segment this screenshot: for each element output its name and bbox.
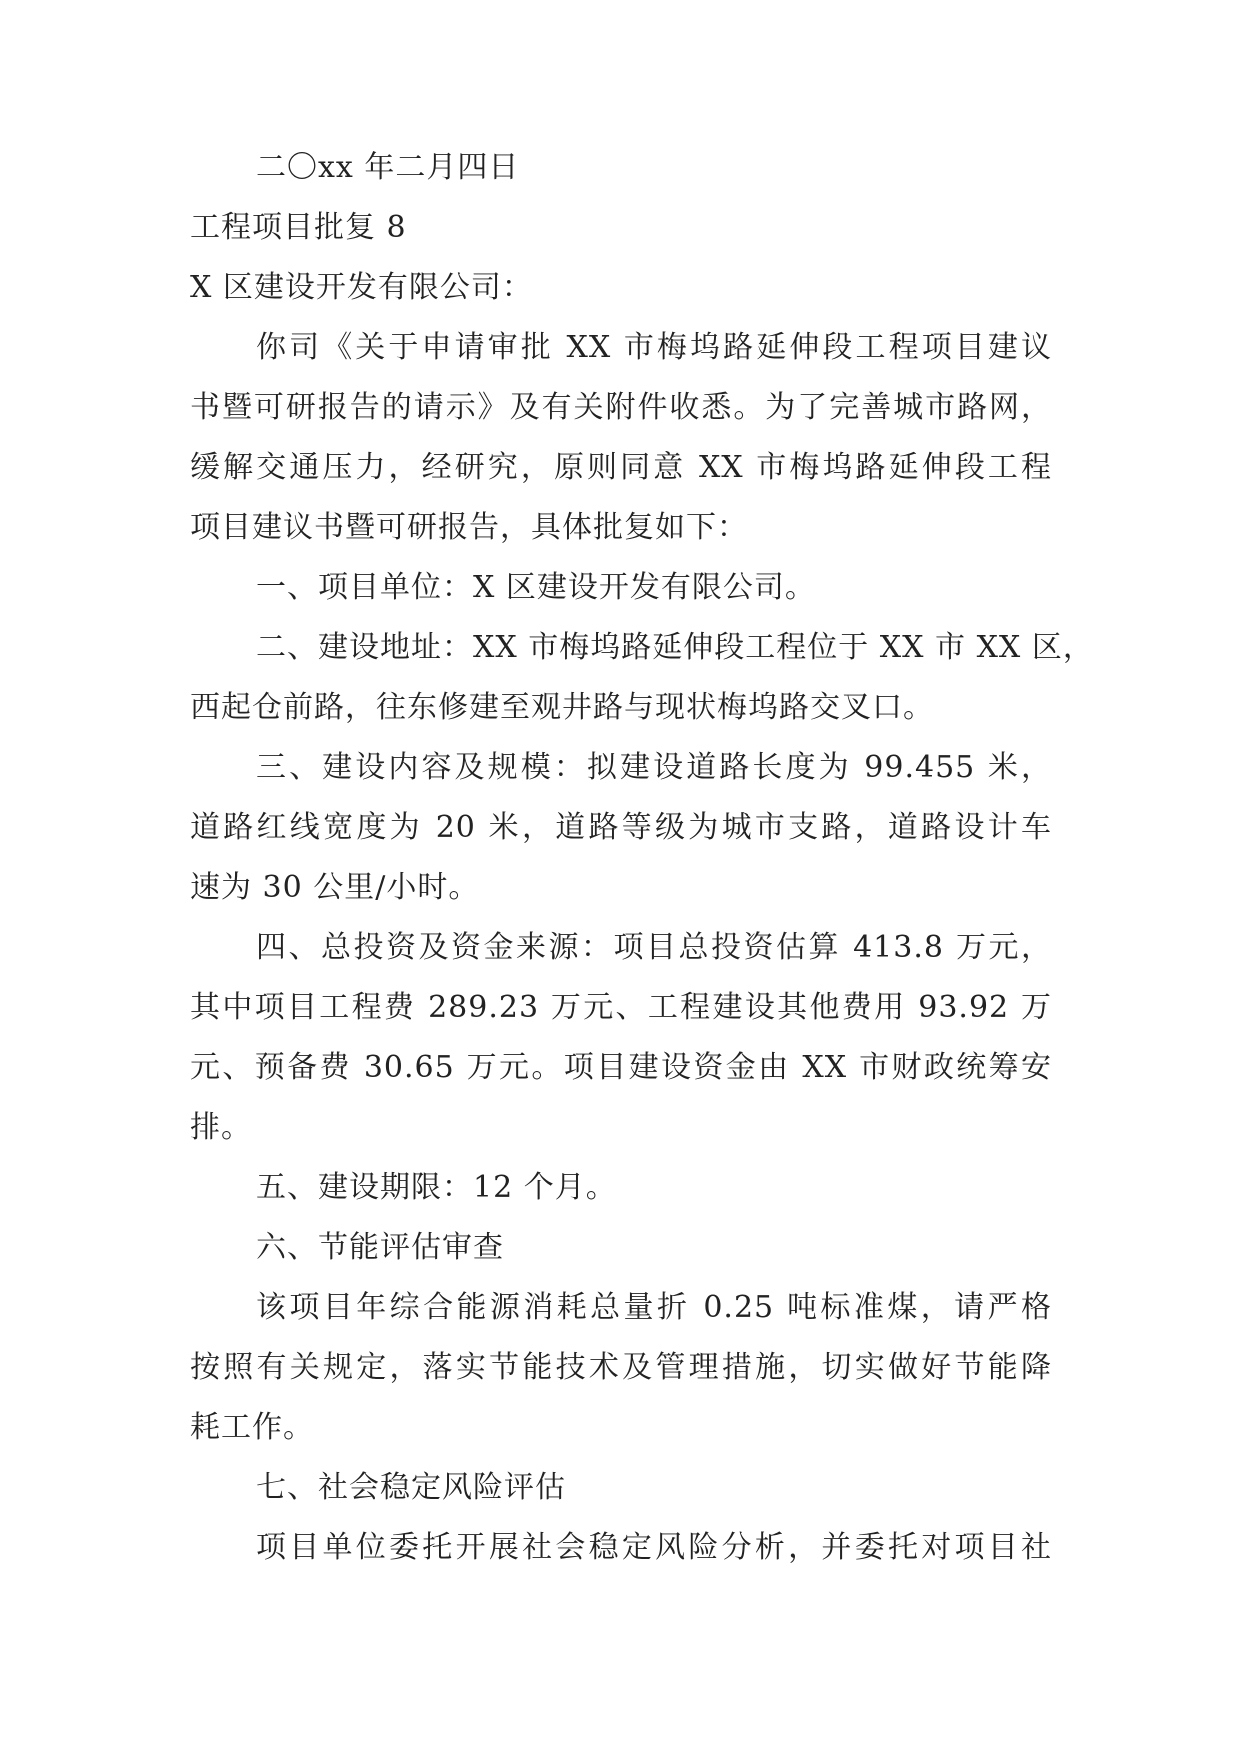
text-line: 其中项目工程费 289.23 万元、工程建设其他费用 93.92 万 <box>190 990 1052 1025</box>
text-line: 二、建设地址：XX 市梅坞路延伸段工程位于 XX 市 XX 区， <box>256 630 1094 665</box>
text-line: 七、社会稳定风险评估 <box>256 1470 566 1505</box>
text-line: 三、建设内容及规模：拟建设道路长度为 99.455 米， <box>256 750 1052 785</box>
text-line: 五、建设期限：12 个月。 <box>256 1170 617 1205</box>
text-line: 书暨可研报告的请示》及有关附件收悉。为了完善城市路网， <box>190 390 1052 425</box>
text-line: 耗工作。 <box>190 1410 314 1445</box>
text-line: 按照有关规定，落实节能技术及管理措施，切实做好节能降 <box>190 1350 1052 1385</box>
text-line: 六、节能评估审查 <box>256 1230 504 1265</box>
date-line: 二〇xx 年二月四日 <box>256 150 520 185</box>
text-line: 道路红线宽度为 20 米，道路等级为城市支路，道路设计车 <box>190 810 1052 845</box>
text-line: 你司《关于申请审批 XX 市梅坞路延伸段工程项目建议 <box>256 330 1052 365</box>
document-title: 工程项目批复 8 <box>190 210 407 245</box>
addressee: X 区建设开发有限公司： <box>190 270 533 305</box>
text-line: 项目建议书暨可研报告，具体批复如下： <box>190 510 748 545</box>
text-line: 排。 <box>190 1110 252 1145</box>
text-line: 一、项目单位：X 区建设开发有限公司。 <box>256 570 816 605</box>
text-line: 西起仓前路，往东修建至观井路与现状梅坞路交叉口。 <box>190 690 934 725</box>
text-line: 元、预备费 30.65 万元。项目建设资金由 XX 市财政统筹安 <box>190 1050 1052 1085</box>
text-line: 缓解交通压力，经研究，原则同意 XX 市梅坞路延伸段工程 <box>190 450 1052 485</box>
text-line: 四、总投资及资金来源：项目总投资估算 413.8 万元， <box>256 930 1052 965</box>
text-line: 该项目年综合能源消耗总量折 0.25 吨标准煤，请严格 <box>256 1290 1052 1325</box>
text-line: 速为 30 公里/小时。 <box>190 870 480 905</box>
text-line: 项目单位委托开展社会稳定风险分析，并委托对项目社 <box>256 1530 1052 1565</box>
